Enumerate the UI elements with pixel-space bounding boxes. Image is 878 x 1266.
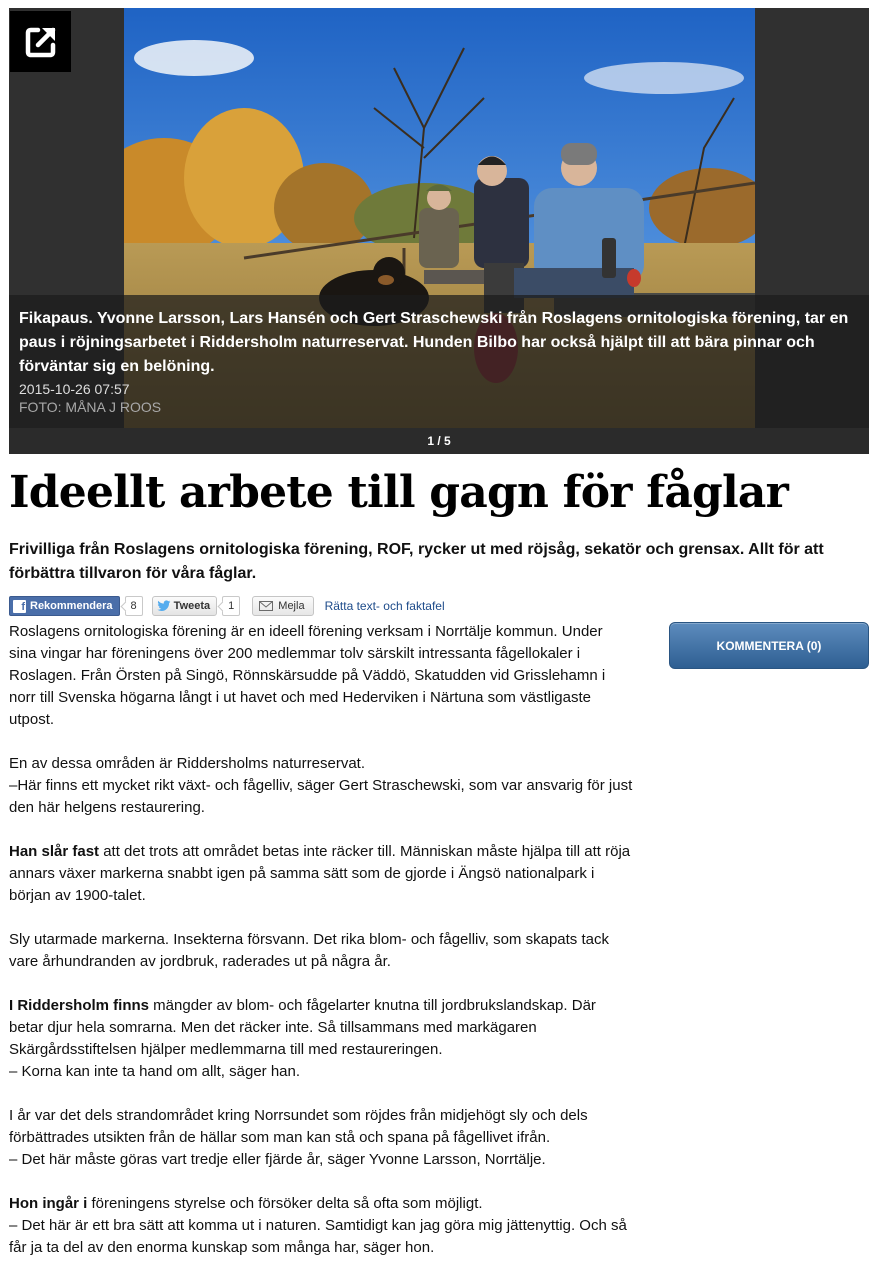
article-paragraph — [9, 753, 634, 819]
facebook-recommend-button[interactable] — [9, 596, 120, 616]
tweet-button[interactable] — [152, 596, 217, 616]
expand-button[interactable] — [10, 11, 71, 72]
gallery-counter: 1 / 5 — [9, 428, 869, 454]
article-body — [9, 621, 634, 1266]
paragraph-text: En av dessa områden är Riddersholms naturreservat. — [9, 755, 366, 772]
correct-error-link[interactable]: Rätta text- och faktafel — [324, 599, 445, 613]
envelope-icon — [259, 601, 273, 611]
image-gallery — [9, 8, 869, 454]
article-paragraph — [9, 929, 634, 973]
article-paragraph — [9, 1193, 634, 1259]
article-lead: Frivilliga från Roslagens ornitologiska förening, ROF, rycker ut med röjsåg, sekatör och grensax. Allt för att förbättra tillvaron för våra fåglar. — [9, 541, 824, 582]
article-paragraph — [9, 841, 634, 907]
gallery-caption — [9, 295, 869, 428]
paragraph-text: föreningens styrelse och försöker delta så ofta som möjligt. — [87, 1195, 483, 1212]
caption-text: Fikapaus. Yvonne Larsson, Lars Hansén och Gert Straschewski från Roslagens ornitologiska förening, tar en paus i röjningsarbetet i Riddersholm naturreservat. Hunden Bilbo har också hjälpt till att bära pinnar och förväntar sig en belöning. — [19, 310, 849, 375]
paragraph-text: – Korna kan inte ta hand om allt, säger han. — [9, 1063, 301, 1080]
paragraph-text: Sly utarmade markerna. Insekterna försvann. Det rika blom- och fågelliv, som skapats tack vare århundranden av jordbruk, raderades ut på några år. — [9, 931, 609, 970]
caption-date: 2015-10-26 07:57 — [19, 381, 130, 397]
paragraph-bold-lead: Han slår fast — [9, 843, 100, 860]
article-paragraph — [9, 621, 634, 731]
paragraph-text: I år var det dels strandområdet kring Norrsundet som röjdes från midjehögt sly och dels förbättrades utsikten från de hällar som man kan stå och spana på fågellivet ifrån. — [9, 1107, 588, 1146]
article-paragraph — [9, 995, 634, 1083]
tweet-label: Tweeta — [173, 600, 211, 612]
paragraph-text: – Det här är ett bra sätt att komma ut i naturen. Samtidigt kan jag göra mig jättenyttig. Och så får ja ta del av den enorma kunskap som många har, säger hon. — [9, 1217, 627, 1256]
comment-button[interactable]: KOMMENTERA (0) — [669, 622, 869, 669]
paragraph-text: att det trots att området betas inte räcker till. Människan måste hjälpa till att röja annars växer markerna snabbt igen på samma sätt som de gjorde i Ängsö nationalpark i början av 1900-talet. — [9, 843, 631, 904]
tweet-count: 1 — [222, 596, 240, 616]
twitter-bird-icon — [157, 600, 171, 612]
mail-button[interactable] — [252, 596, 313, 616]
paragraph-text: – Det här måste göras vart tredje eller fjärde år, säger Yvonne Larsson, Norrtälje. — [9, 1151, 546, 1168]
share-bar — [9, 594, 445, 618]
facebook-icon: f — [13, 600, 26, 613]
facebook-count: 8 — [125, 596, 143, 616]
paragraph-text: mängder av blom- och fågelarter knutna till jordbrukslandskap. Där betar djur hela somrarna. Men det räcker inte. Så tillsammans med markägaren Skärgårdsstiftelsen hjälper medlemmarna till med restaureringen. — [9, 997, 596, 1058]
photo-credit: FOTO: MÅNA J ROOS — [19, 399, 162, 415]
article-headline: Ideellt arbete till gagn för fåglar — [9, 467, 789, 518]
mail-label: Mejla — [278, 600, 305, 612]
article-paragraph — [9, 1105, 634, 1171]
external-link-icon — [22, 23, 60, 61]
facebook-label: Rekommendera — [30, 600, 113, 612]
paragraph-text: –Här finns ett mycket rikt växt- och fågelliv, säger Gert Straschewski, som var ansvarig för just den här helgens restaurering. — [9, 777, 633, 816]
paragraph-bold-lead: I Riddersholm finns — [9, 997, 150, 1014]
paragraph-text: Roslagens ornitologiska förening är en ideell förening verksam i Norrtälje kommun. Under sina vingar har föreningens över 200 medlemmar tolv särskilt intressanta fågellokaler i Roslagen. Från Örsten på Singö, Rönnskärsudde på Väddö, Skatudden vid Grisslehamn i norr till Svenska högarna långt i ut havet och med Hederviken i Närtuna som västligaste utpost. — [9, 623, 606, 728]
paragraph-bold-lead: Hon ingår i — [9, 1195, 88, 1212]
